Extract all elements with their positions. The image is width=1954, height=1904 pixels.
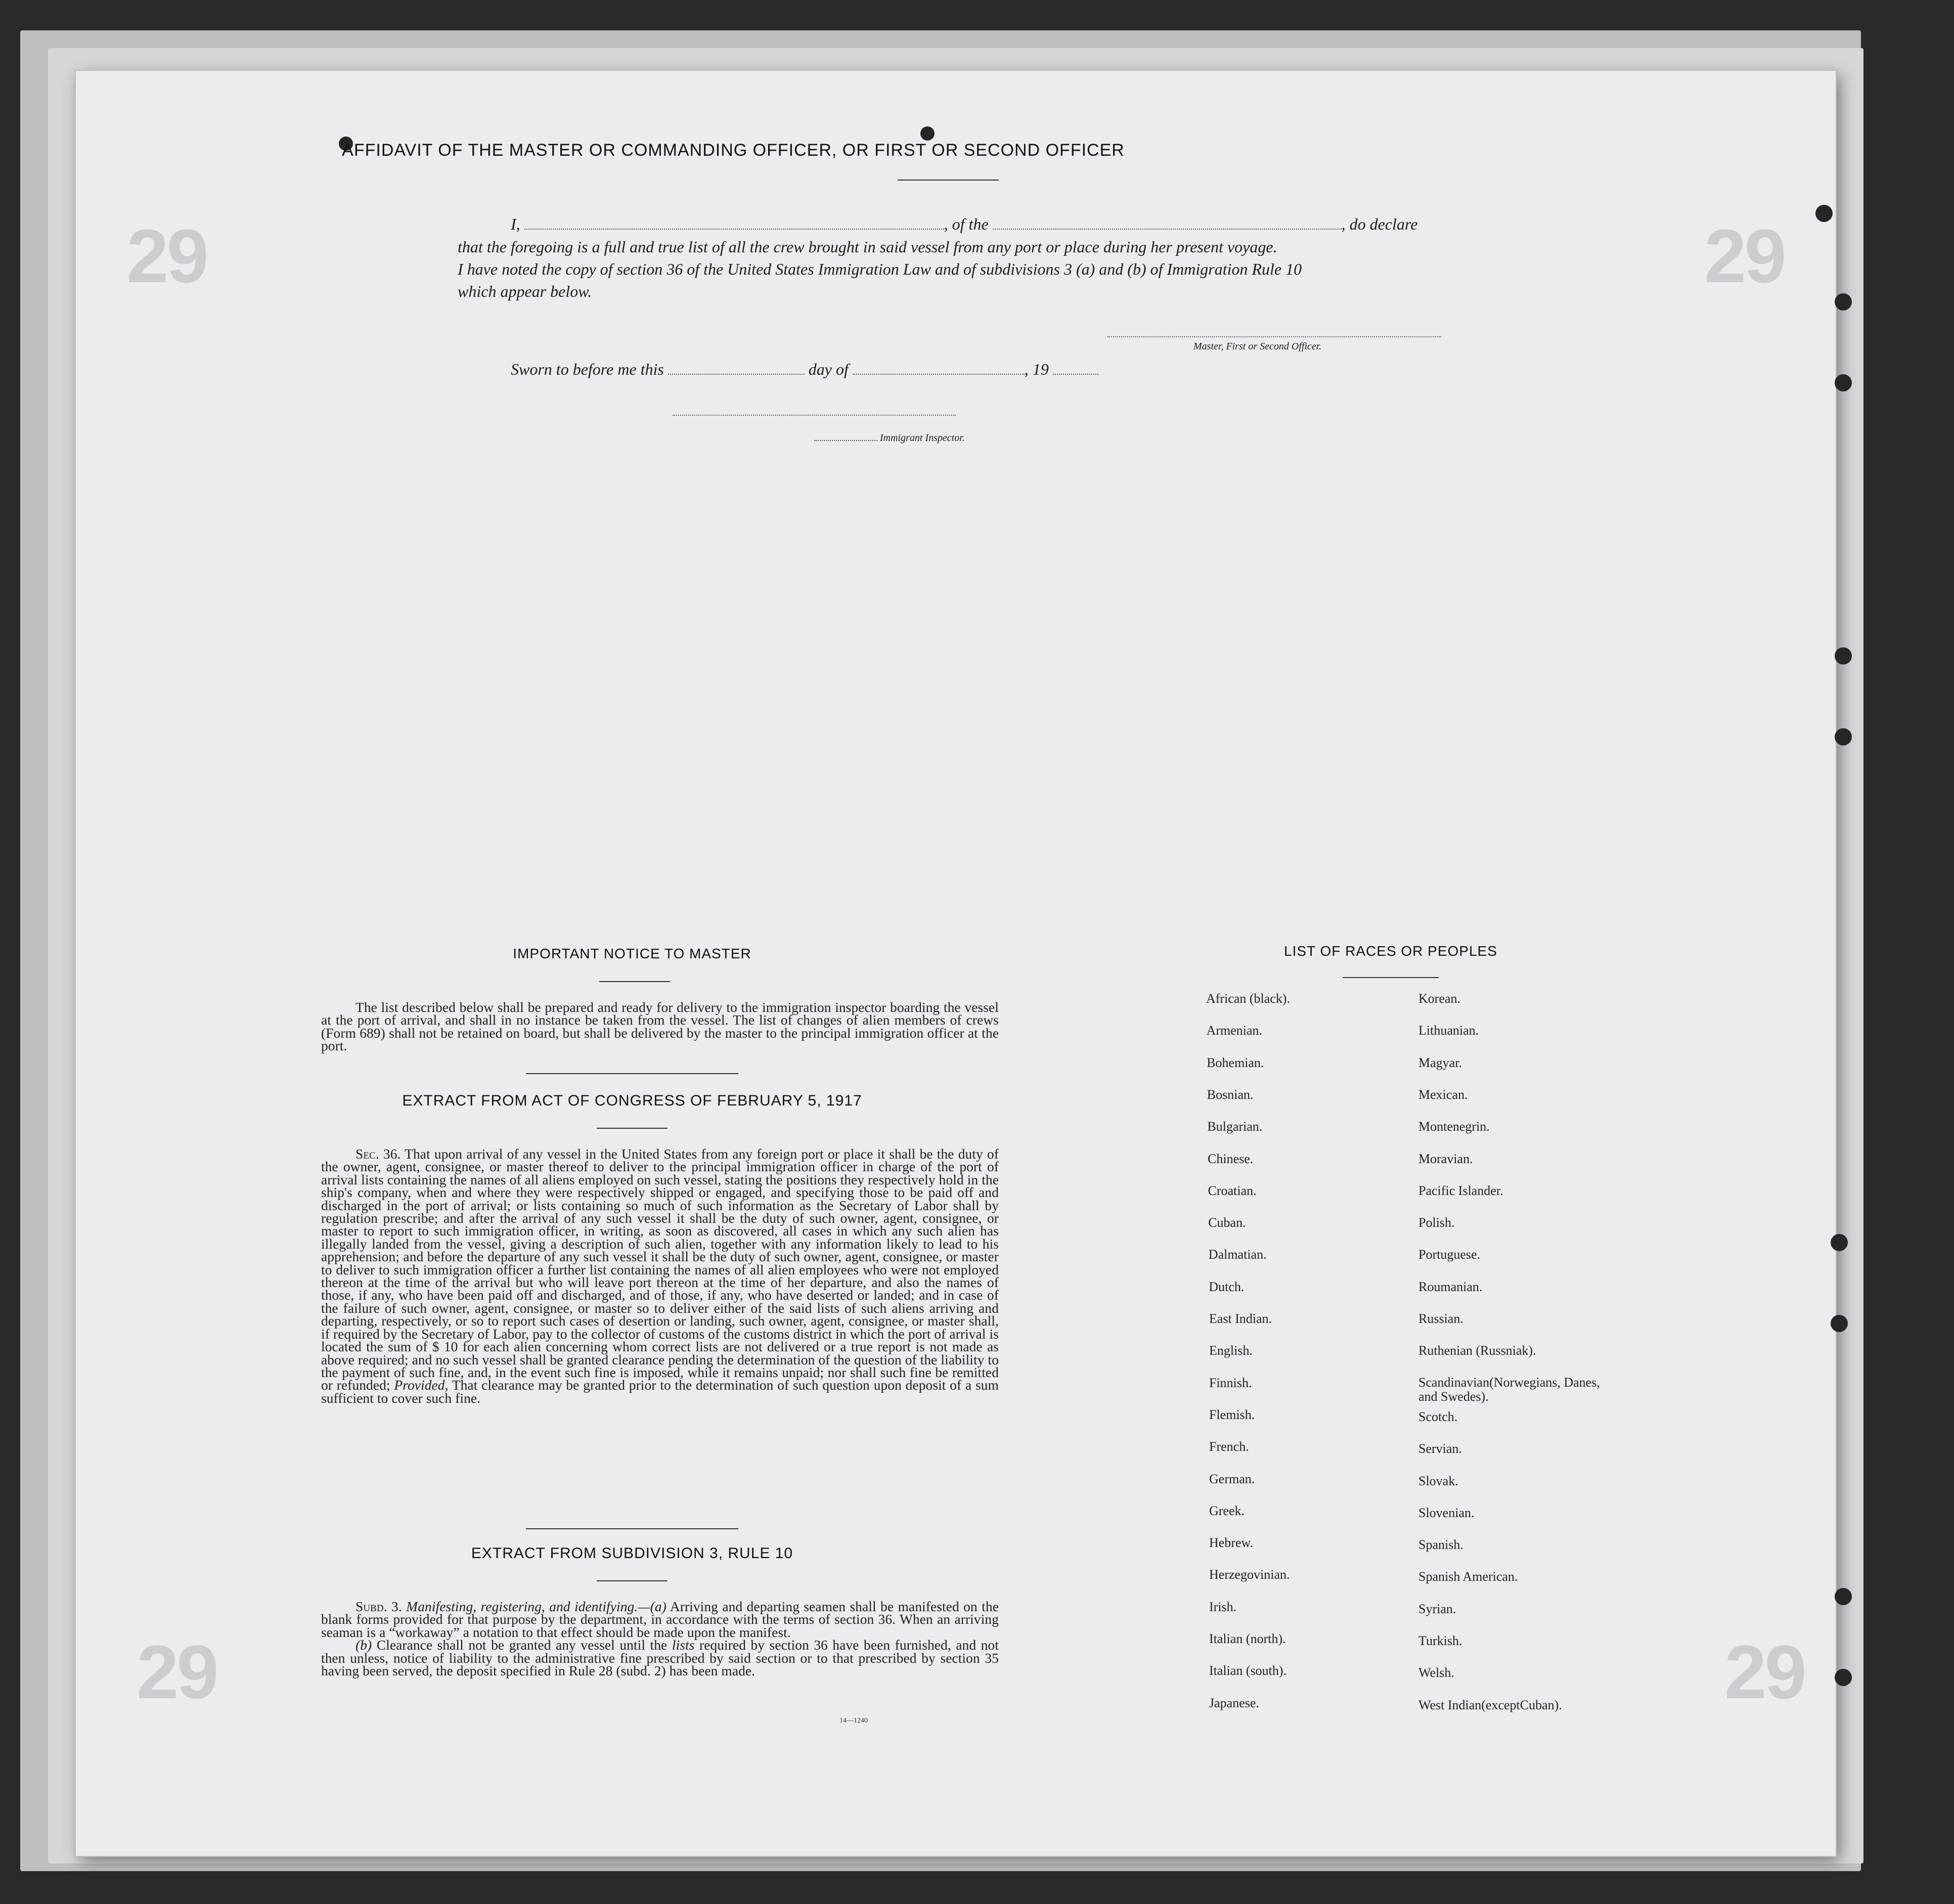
race-item: Magyar. bbox=[1418, 1055, 1462, 1070]
declare-do-declare: , do declare bbox=[1341, 215, 1418, 233]
sworn-line bbox=[511, 360, 1098, 379]
rule-text-b-2: required by section 36 have been furnished, and not then unless, notice of liability to the administrative fine prescribed by said section or to that prescribed by section 35 having been served, the deposit specified in Rule 28 (subd. 2) has been made. bbox=[321, 1637, 999, 1679]
punch-hole bbox=[1835, 1588, 1852, 1605]
document-page bbox=[76, 71, 1836, 1856]
race-item: Welsh. bbox=[1418, 1665, 1454, 1680]
punch-hole bbox=[1815, 205, 1833, 222]
race-item: Dalmatian. bbox=[1208, 1247, 1267, 1262]
race-item: Finnish. bbox=[1209, 1375, 1252, 1390]
race-item: Russian. bbox=[1418, 1311, 1463, 1326]
rule-text-b-1: Clearance shall not be granted any vessel until the bbox=[376, 1637, 668, 1653]
sworn-prefix: Sworn to before me this bbox=[511, 360, 664, 378]
punch-hole bbox=[1835, 293, 1852, 311]
race-item: Slovak. bbox=[1418, 1473, 1458, 1488]
punch-hole bbox=[1835, 1669, 1852, 1686]
race-item: Croatian. bbox=[1208, 1183, 1257, 1198]
race-item: Ruthenian (Russniak). bbox=[1418, 1343, 1536, 1358]
races-rule bbox=[1343, 977, 1439, 978]
race-item: Bosnian. bbox=[1207, 1087, 1254, 1102]
race-item: Bohemian. bbox=[1207, 1055, 1264, 1070]
race-item: East Indian. bbox=[1209, 1311, 1272, 1326]
race-item: Korean. bbox=[1418, 991, 1461, 1006]
races-heading: LIST OF RACES OR PEOPLES bbox=[1284, 943, 1497, 959]
act-sec-label: Sec. 36. bbox=[356, 1146, 401, 1162]
notice-paragraph: The list described below shall be prepared and ready for delivery to the immigration inspector boarding the vessel at the port of arrival, and shall in no instance be taken from the vessel. The list of changes of alien members of crews (Form 689) shall not be retained on board, but shall be delivered by the master to the principal immigration officer at the port. bbox=[321, 1000, 999, 1054]
declare-of-the: , of the bbox=[944, 215, 989, 233]
race-item: French. bbox=[1209, 1439, 1249, 1454]
race-item: Slovenian. bbox=[1418, 1505, 1475, 1520]
inspector-caption-text: Immigrant Inspector. bbox=[880, 432, 965, 444]
rule-subd-title: Manifesting, registering, and identifying.—(a) bbox=[406, 1599, 667, 1614]
rule-subd-label: Subd. 3. bbox=[356, 1599, 402, 1614]
rule-label-b: (b) bbox=[356, 1637, 372, 1653]
race-item: Polish. bbox=[1418, 1215, 1455, 1230]
notice-heading: IMPORTANT NOTICE TO MASTER bbox=[513, 946, 751, 961]
race-item: Scandinavian(Norwegians, Danes, and Swedes). bbox=[1418, 1375, 1600, 1404]
form-number: 14—1240 bbox=[839, 1717, 868, 1724]
race-item: Armenian. bbox=[1206, 1023, 1263, 1038]
bleed-through-number: 29 bbox=[1724, 1629, 1805, 1714]
race-item: Montenegrin. bbox=[1418, 1119, 1490, 1134]
act-paragraph bbox=[321, 1148, 999, 1405]
race-item: Scotch. bbox=[1418, 1409, 1458, 1424]
race-item: Lithuanian. bbox=[1418, 1023, 1479, 1038]
inspector-caption bbox=[814, 432, 965, 444]
rule-heading: EXTRACT FROM SUBDIVISION 3, RULE 10 bbox=[471, 1545, 793, 1562]
race-item: Turkish. bbox=[1418, 1633, 1462, 1648]
race-item: Irish. bbox=[1209, 1599, 1237, 1614]
bleed-through-number: 29 bbox=[126, 213, 207, 298]
notice-rule bbox=[599, 981, 670, 982]
race-item: Japanese. bbox=[1209, 1695, 1259, 1710]
race-item: Pacific Islander. bbox=[1418, 1183, 1503, 1198]
bleed-through-number: 29 bbox=[1704, 213, 1785, 298]
rule-paragraph-b bbox=[321, 1639, 999, 1677]
race-item: Mexican. bbox=[1418, 1087, 1468, 1102]
race-item: Italian (north). bbox=[1209, 1631, 1286, 1646]
declare-line-3: I have noted the copy of section 36 of the United States Immigration Law and of subdivisions 3 (a) and (b) of Immigration Rule 10 bbox=[458, 260, 1302, 278]
rule-text-b-lists: lists bbox=[672, 1637, 695, 1653]
race-item: Greek. bbox=[1209, 1503, 1245, 1518]
race-item: Moravian. bbox=[1418, 1151, 1473, 1166]
race-item: Dutch. bbox=[1209, 1279, 1245, 1294]
punch-hole bbox=[1831, 1315, 1848, 1332]
sworn-day-of: day of bbox=[808, 360, 849, 378]
punch-hole bbox=[1835, 647, 1852, 665]
race-item: Roumanian. bbox=[1418, 1279, 1483, 1294]
race-item: German. bbox=[1209, 1471, 1255, 1486]
sworn-year-blank bbox=[1053, 374, 1098, 375]
inspector-signature-line bbox=[673, 415, 956, 416]
act-heading: EXTRACT FROM ACT OF CONGRESS OF FEBRUARY 5, 1917 bbox=[402, 1092, 862, 1109]
bleed-through-number: 29 bbox=[137, 1629, 217, 1714]
race-item: English. bbox=[1209, 1343, 1253, 1358]
notice-divider bbox=[526, 1073, 738, 1074]
master-caption: Master, First or Second Officer. bbox=[1193, 341, 1322, 352]
rule-text-a: Arriving and departing seamen shall be manifested on the blank forms provided for that purpose by the department, in accordance with the terms of section 36. When an arriving seaman is a “workaway” a notation to that effect should be made upon the manifest. bbox=[321, 1599, 999, 1640]
race-item: Cuban. bbox=[1208, 1215, 1246, 1230]
affidavit-heading: AFFIDAVIT OF THE MASTER OR COMMANDING OFFICER, OR FIRST OR SECOND OFFICER bbox=[342, 141, 1125, 160]
name-blank bbox=[524, 229, 944, 230]
race-item: Hebrew. bbox=[1209, 1535, 1254, 1551]
declare-line-1 bbox=[511, 215, 1417, 234]
rule-paragraph-a bbox=[321, 1601, 999, 1639]
race-item: Syrian. bbox=[1418, 1601, 1456, 1616]
inspector-dots bbox=[814, 440, 877, 441]
race-item: Flemish. bbox=[1209, 1407, 1255, 1422]
act-divider bbox=[526, 1528, 738, 1529]
declare-line-2: that the foregoing is a full and true list of all the crew brought in said vessel from any port or place during her present voyage. bbox=[458, 238, 1277, 256]
act-body-end: That clearance may be granted prior to the determination of such question upon deposit of a sum sufficient to cover such fine. bbox=[321, 1378, 999, 1406]
declare-i: I, bbox=[511, 215, 520, 233]
punch-hole bbox=[1835, 374, 1852, 391]
punch-hole bbox=[920, 126, 935, 141]
vessel-blank bbox=[993, 229, 1342, 230]
sworn-day-blank bbox=[668, 374, 805, 375]
race-item: Herzegovinian. bbox=[1209, 1567, 1290, 1582]
race-item: Servian. bbox=[1418, 1441, 1462, 1456]
act-body: That upon arrival of any vessel in the United States from any foreign port or place it shall be the duty of the owner, agent, consignee, or master thereof to deliver to the principal immigration officer in charge of the port of arrival lists containing the names of all aliens employed on such vessel, stating the positions they respectively hold in the ship's company, when and where they were respectively shipped or engaged, and specifying those to be paid off and discharged in the port of arrival; or lists containing so much of such information as the Secretary of Labor shall by regulation prescribe; and after the arrival of any such vessel it shall be the duty of such owner, agent, consignee, or master to report to such immigration officer, in writing, as soon as discovered, all cases in which any such alien has illegally landed from the vessel, giving a description of such alien, together with any information likely to lead to his apprehension; and before the departure of any such vessel it shall be the duty of such owner, agent, consignee, or master to deliver to such immigration officer a further list containing the names of all alien employees who were not employed thereon at the time of the arrival but who will leave port thereon at the time of her departure, and also the names of those, if any, who have been paid off and discharged, and of those, if any, who have deserted or landed; and in case of the failure of such owner, agent, consignee, or master so to deliver either of the said lists of such aliens arriving and departing, respectively, or so to report such cases of desertion or landing, such owner, agent, consignee, or master shall, if required by the Secretary of Labor, pay to the collector of customs of the customs district in which the port of arrival is located the sum of $ 10 for each alien concerning whom correct lists are not delivered or a true report is not made as above required; and no such vessel shall be granted clearance pending the determination of the question of the liability to the payment of such fine, and, in the event such fine is imposed, while it remains unpaid; nor shall such fine be remitted or refunded; bbox=[321, 1146, 999, 1393]
race-item: West Indian(exceptCuban). bbox=[1418, 1697, 1562, 1712]
act-provided-label: Provided, bbox=[394, 1378, 449, 1393]
race-item: African (black). bbox=[1206, 991, 1291, 1006]
act-text bbox=[321, 1148, 999, 1405]
race-item: Portuguese. bbox=[1418, 1247, 1481, 1262]
race-item: Spanish. bbox=[1418, 1537, 1463, 1553]
affidavit-rule bbox=[898, 180, 999, 181]
sworn-year: , 19 bbox=[1024, 360, 1049, 378]
race-item: Spanish American. bbox=[1418, 1569, 1518, 1584]
sworn-month-blank bbox=[853, 374, 1025, 375]
master-signature-line bbox=[1107, 336, 1441, 337]
rule-rule bbox=[597, 1580, 668, 1581]
punch-hole bbox=[1835, 728, 1852, 745]
race-item: Italian (south). bbox=[1209, 1663, 1287, 1678]
race-item: Chinese. bbox=[1208, 1151, 1254, 1166]
notice-text bbox=[321, 1001, 999, 1053]
punch-hole bbox=[1831, 1234, 1848, 1251]
declare-line-4: which appear below. bbox=[458, 282, 592, 300]
race-item: Bulgarian. bbox=[1207, 1119, 1263, 1134]
act-rule bbox=[597, 1128, 668, 1129]
rule-text bbox=[321, 1601, 999, 1677]
